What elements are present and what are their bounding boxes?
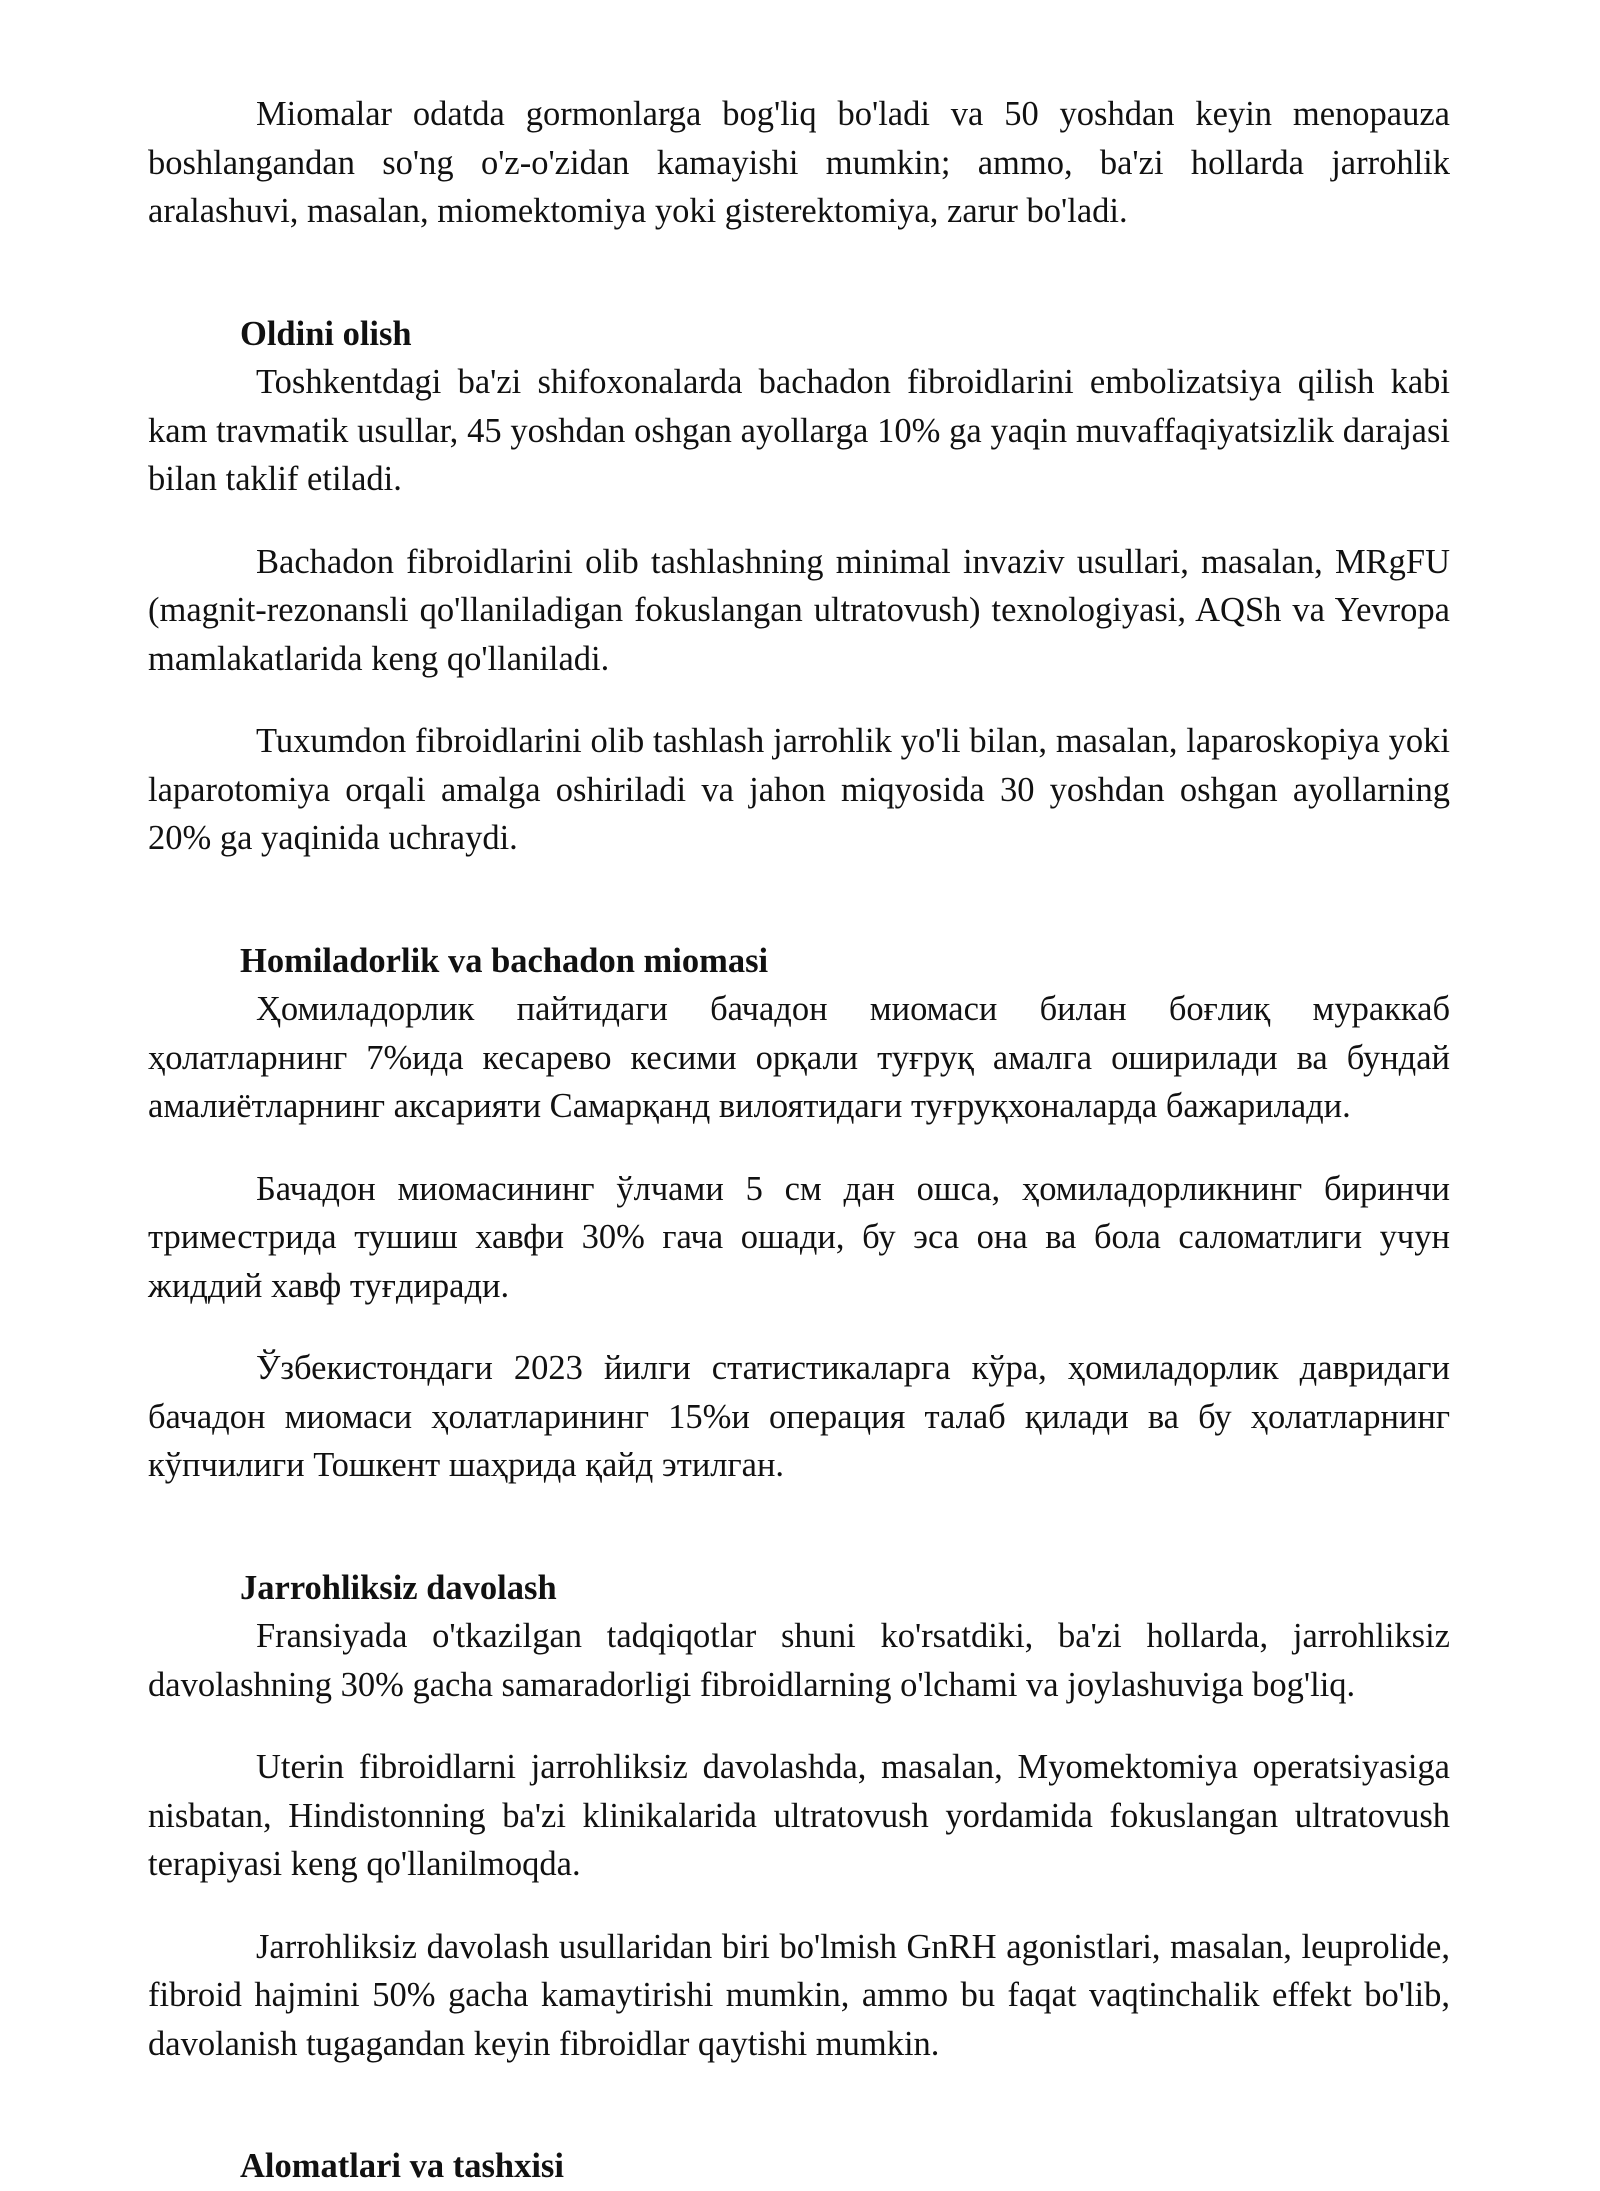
section-heading: Oldini olish (240, 314, 412, 353)
paragraph: Toshkentdagi ba'zi shifoxonalarda bachadon fibroidlarini embolizatsiya qilish kabi kam travmatik usullar, 45 yoshdan oshgan ayollarga 10% ga yaqin muvaffaqiyatsizlik darajasi bilan taklif etiladi. (148, 363, 1450, 498)
paragraph: Bachadon fibroidlarini olib tashlashning minimal invaziv usullari, masalan, MRgFU (magnit-rezonansli qo'llaniladigan fokuslangan ultratovush) texnologiyasi, AQSh va Yevropa mamlakatlarida keng qo'llaniladi. (148, 542, 1450, 678)
section-heading: Homiladorlik va bachadon miomasi (240, 941, 769, 980)
spacer (148, 897, 1450, 937)
paragraph: Uterin fibroidlarni jarrohliksiz davolashda, masalan, Myomektomiya operatsiyasiga nisbatan, Hindistonning ba'zi klinikalarida ultratovush yordamida fokuslangan ultratovush terapiyasi keng qo'llanilmoqda. (148, 1748, 1450, 1883)
paragraph: Miomalar odatda gormonlarga bog'liq bo'ladi va 50 yoshdan keyin menopauza boshlangandan so'ng o'z-o'zidan kamayishi mumkin; ammo, ba'zi hollarda jarrohlik aralashuvi, masalan, miomektomiya yoki gisterektomiya, zarur bo'ladi. (148, 95, 1450, 230)
spacer (148, 2102, 1450, 2142)
paragraph: Бачадон миомасининг ўлчами 5 см дан ошса, ҳомиладорликнинг биринчи триместрида тушиш хавфи 30% гача ошади, бу эса она ва бола саломатлиги учун жиддий хавф туғдиради. (148, 1169, 1450, 1305)
paragraph: Tuxumdon fibroidlarini olib tashlash jarrohlik yo'li bilan, masalan, laparoskopiya yoki laparotomiya orqali amalga oshiriladi va jahon miqyosida 30 yoshdan oshgan ayollarning 20% ga yaqinida uchraydi. (148, 722, 1450, 857)
document-body (148, 90, 1450, 2191)
paragraph: Ўзбекистондаги 2023 йилги статистикаларга кўра, ҳомиладорлик давридаги бачадон миомаси ҳолатларининг 15%и операция талаб қилади ва бу ҳолатларнинг кўпчилиги Тошкент шаҳрида қайд этилган. (148, 1349, 1450, 1484)
paragraph: Jarrohliksiz davolash usullaridan biri bo'lmish GnRH agonistlari, masalan, leuprolide, fibroid hajmini 50% gacha kamaytirishi mumkin, ammo bu faqat vaqtinchalik effekt bo'lib, davolanish tugagandan keyin fibroidlar qaytishi mumkin. (148, 1927, 1450, 2063)
spacer (148, 270, 1450, 310)
paragraph: Ҳомиладорлик пайтидаги бачадон миомаси билан боғлиқ мураккаб ҳолатларнинг 7%ида кесарево кесими орқали туғруқ амалга оширилади ва бундай амалиётларнинг аксарияти Самарқанд вилоятидаги туғруқхоналарда бажарилади. (148, 990, 1450, 1125)
section-heading: Alomatlari va tashxisi (240, 2147, 564, 2185)
spacer (148, 1524, 1450, 1564)
paragraph: Fransiyada o'tkazilgan tadqiqotlar shuni ko'rsatdiki, ba'zi hollarda, jarrohliksiz davolashning 30% gacha samaradorligi fibroidlarning o'lchami va joylashuviga bog'liq. (148, 1617, 1450, 1704)
section-heading: Jarrohliksiz davolash (240, 1568, 557, 1607)
